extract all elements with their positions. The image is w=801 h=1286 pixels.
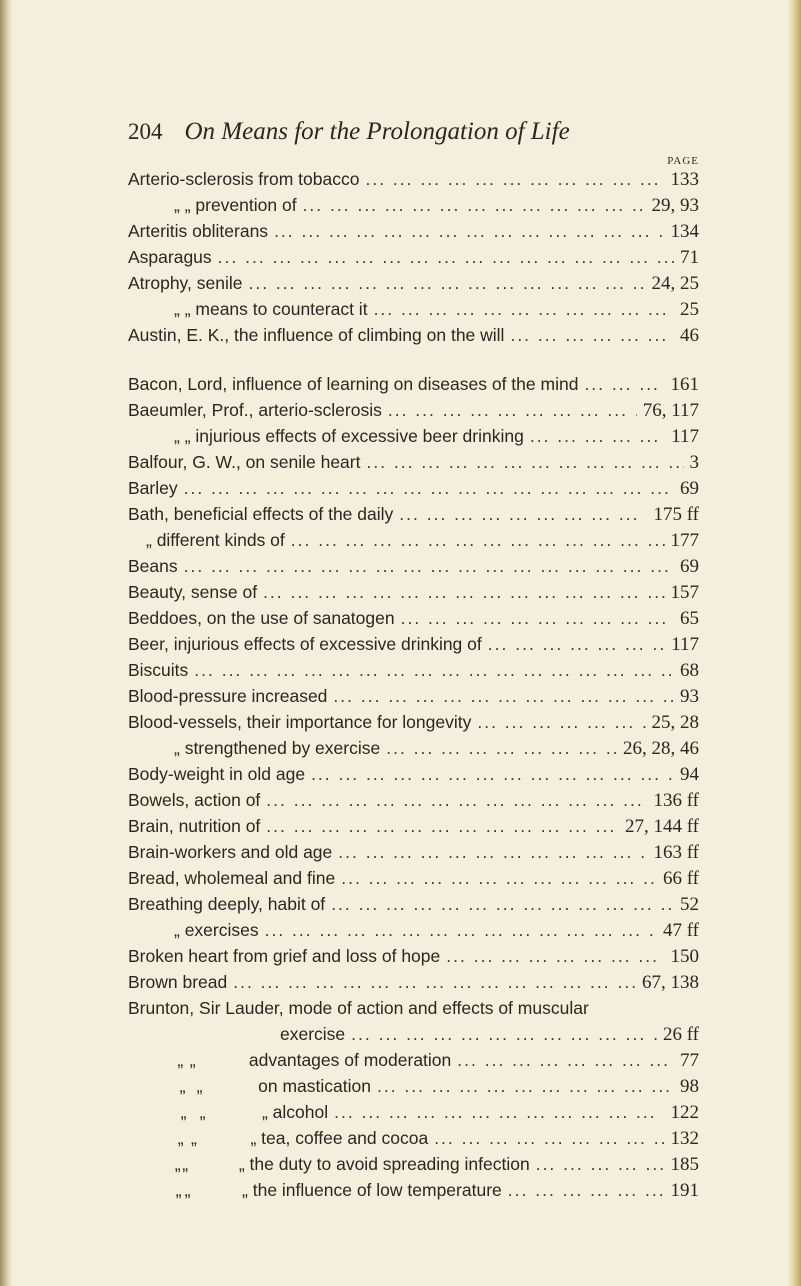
entry-text: Beddoes, on the use of sanatogen [128, 608, 395, 628]
index-entry [128, 971, 699, 993]
entry-pages: 77 [680, 1050, 699, 1071]
leader-dots [388, 399, 637, 421]
index-entry [174, 737, 699, 759]
index-entry [128, 841, 699, 863]
index-entry [128, 815, 699, 837]
entry-pages: 66 ff [662, 868, 699, 889]
entry-text: Barley [128, 478, 178, 498]
entry-text: Bath, beneficial effects of the daily [128, 504, 394, 524]
leader-dots [333, 685, 674, 707]
index-entry [128, 168, 699, 190]
ditto-mark: „ [182, 1154, 189, 1174]
entry-text: „ the duty to avoid spreading infection [238, 1154, 530, 1174]
entry-text: Breathing deeply, habit of [128, 894, 326, 914]
index-entry [174, 1075, 699, 1097]
entry-text: Biscuits [128, 660, 189, 680]
entry-text: „ alcohol [261, 1102, 329, 1122]
ditto-mark: „ [189, 1050, 196, 1070]
entry-pages: 132 [670, 1128, 699, 1149]
entry-text: „ „ prevention of [174, 195, 297, 215]
index-entry [128, 945, 699, 967]
entry-pages: 3 [689, 452, 699, 473]
index-entry [128, 324, 699, 346]
entry-pages: 177 [670, 530, 699, 551]
leader-dots [334, 1101, 664, 1123]
entry-pages: 175 ff [653, 504, 699, 525]
entry-text: Asparagus [128, 247, 212, 267]
index-entry [128, 555, 699, 577]
entry-text: Baeumler, Prof., arterio-sclerosis [128, 400, 382, 420]
index-entry [128, 659, 699, 681]
ditto-mark: „ [174, 1154, 181, 1174]
entry-pages: 117 [671, 426, 699, 447]
ditto-mark: „ [196, 1076, 203, 1096]
entry-pages: 185 [670, 1154, 700, 1175]
leader-dots [341, 867, 657, 889]
leader-dots [274, 220, 664, 242]
index-entry [128, 867, 699, 889]
leader-dots [331, 893, 674, 915]
entry-pages: 47 ff [662, 920, 699, 941]
index-entry [128, 685, 699, 707]
leader-dots [184, 555, 674, 577]
index-entry [174, 919, 699, 941]
leader-dots [377, 1075, 674, 1097]
entry-pages: 29, 93 [651, 195, 699, 216]
entry-text: Bowels, action of [128, 790, 261, 810]
entry-pages: 69 [680, 478, 699, 499]
index-entry [128, 373, 699, 395]
index-entry [128, 633, 699, 655]
leader-dots [263, 581, 664, 603]
entry-text: „ exercises [174, 920, 259, 940]
index-entry [128, 246, 699, 268]
leader-dots [338, 841, 647, 863]
entry-text: Atrophy, senile [128, 273, 243, 293]
entry-text: Austin, E. K., the influence of climbing on the will [128, 325, 505, 345]
index-entry [128, 399, 699, 421]
leader-dots [508, 1179, 665, 1201]
index-entry [174, 425, 699, 447]
index-entry [128, 607, 699, 629]
index-entry [174, 1153, 699, 1175]
leader-dots [266, 789, 647, 811]
entry-text: „ „ means to counteract it [174, 299, 368, 319]
entry-pages: 26 ff [662, 1024, 699, 1045]
index-entry [128, 272, 699, 294]
entry-text: Broken heart from grief and loss of hope [128, 946, 441, 966]
entry-text: Bacon, Lord, influence of learning on diseases of the mind [128, 374, 579, 394]
leader-dots [303, 194, 646, 216]
index-entry [128, 789, 699, 811]
entry-pages: 150 [670, 946, 699, 967]
index-entry [128, 451, 699, 473]
entry-text: Blood-vessels, their importance for longevity [128, 712, 472, 732]
index-entry [128, 711, 699, 733]
leader-dots [291, 529, 665, 551]
entry-pages: 134 [670, 221, 699, 242]
leader-dots [218, 246, 674, 268]
leader-dots [266, 815, 619, 837]
entry-text: „ strengthened by exercise [174, 738, 381, 758]
entry-text: „ „ injurious effects of excessive beer drinking [174, 426, 524, 446]
entry-pages: 133 [670, 169, 699, 190]
leader-dots [265, 919, 657, 941]
entry-pages: 122 [670, 1102, 699, 1123]
entry-pages: 68 [680, 660, 699, 681]
ditto-mark: „ [180, 1102, 187, 1122]
running-title: On Means for the Prolongation of Life [184, 118, 570, 145]
entry-pages: 27, 144 ff [624, 816, 699, 837]
entry-text: „ different kinds of [146, 530, 285, 550]
entry-pages: 163 ff [653, 842, 699, 863]
page-number: 204 [128, 119, 163, 144]
entry-pages: 52 [680, 894, 699, 915]
index-entry [128, 477, 699, 499]
ditto-mark: „ [199, 1102, 206, 1122]
entry-text: Arteritis obliterans [128, 221, 269, 241]
index-entry [174, 1179, 699, 1201]
index-entry [128, 893, 699, 915]
entry-pages: 71 [680, 247, 699, 268]
entry-pages: 191 [670, 1180, 700, 1201]
entry-text: on mastication [258, 1076, 371, 1096]
entry-text: Beans [128, 556, 178, 576]
entry-text: „ tea, coffee and cocoa [250, 1128, 429, 1148]
entry-pages: 136 ff [653, 790, 699, 811]
entry-text: Beer, injurious effects of excessive drinking of [128, 634, 482, 654]
leader-dots [233, 971, 636, 993]
leader-dots [366, 451, 683, 473]
entry-pages: 157 [670, 582, 699, 603]
ditto-mark: „ [184, 1180, 191, 1200]
index-entry [128, 997, 699, 1019]
entry-pages: 25 [680, 299, 699, 320]
index-entry [174, 1049, 699, 1071]
entry-text: exercise [280, 1024, 346, 1044]
leader-dots [184, 477, 674, 499]
index-entry [174, 298, 699, 320]
leader-dots [434, 1127, 664, 1149]
index-entry [174, 1127, 699, 1149]
leader-dots [399, 503, 647, 525]
leader-dots [374, 298, 674, 320]
index-entry [128, 503, 699, 525]
entry-pages: 76, 117 [642, 400, 699, 421]
index-entry [174, 194, 699, 216]
entry-text: Brain, nutrition of [128, 816, 261, 836]
index-entry [280, 1023, 699, 1045]
entry-text: Beauty, sense of [128, 582, 258, 602]
index-entry [128, 581, 699, 603]
entry-pages: 67, 138 [642, 972, 699, 993]
entry-text: Body-weight in old age [128, 764, 306, 784]
entry-text: Arterio-sclerosis from tobacco [128, 169, 360, 189]
entry-pages: 25, 28 [651, 712, 699, 733]
entry-pages: 161 [670, 374, 699, 395]
leader-dots [477, 711, 645, 733]
leader-dots [536, 1153, 665, 1175]
index-entry [146, 529, 699, 551]
leader-dots [510, 324, 674, 346]
entry-text: Brain-workers and old age [128, 842, 333, 862]
entry-text: „ the influence of low temperature [242, 1180, 502, 1200]
leader-dots [457, 1049, 674, 1071]
entry-pages: 98 [679, 1076, 699, 1097]
leader-dots [446, 945, 664, 967]
leader-dots [401, 607, 674, 629]
leader-dots [530, 425, 665, 447]
entry-pages: 24, 25 [651, 273, 699, 294]
index-entry [174, 1101, 699, 1123]
ditto-mark: „ [179, 1076, 186, 1096]
ditto-mark: „ [175, 1180, 182, 1200]
leader-dots [386, 737, 617, 759]
entry-pages: 65 [680, 608, 699, 629]
entry-pages: 93 [680, 686, 699, 707]
ditto-mark: „ [177, 1128, 184, 1148]
leader-dots [351, 1023, 657, 1045]
leader-dots [488, 633, 665, 655]
entry-pages: 94 [680, 764, 699, 785]
ditto-mark: „ [177, 1050, 184, 1070]
entry-pages: 69 [680, 556, 699, 577]
entry-pages: 46 [680, 325, 699, 346]
leader-dots [311, 763, 674, 785]
leader-dots [365, 168, 664, 190]
leader-dots [584, 373, 664, 395]
entry-text: Blood-pressure increased [128, 686, 328, 706]
index-entry [128, 220, 699, 242]
entry-pages: 26, 28, 46 [623, 738, 699, 759]
ditto-mark: „ [190, 1128, 197, 1148]
entry-text: Brown bread [128, 972, 228, 992]
entry-text: Brunton, Sir Lauder, mode of action and effects of muscular [128, 998, 589, 1018]
entry-text: advantages of moderation [248, 1050, 452, 1070]
entry-text: Bread, wholemeal and fine [128, 868, 336, 888]
page-column-heading: PAGE [667, 155, 699, 167]
entry-text: Balfour, G. W., on senile heart [128, 452, 361, 472]
index-entry [128, 763, 699, 785]
leader-dots [248, 272, 645, 294]
leader-dots [194, 659, 674, 681]
entry-pages: 117 [671, 634, 699, 655]
